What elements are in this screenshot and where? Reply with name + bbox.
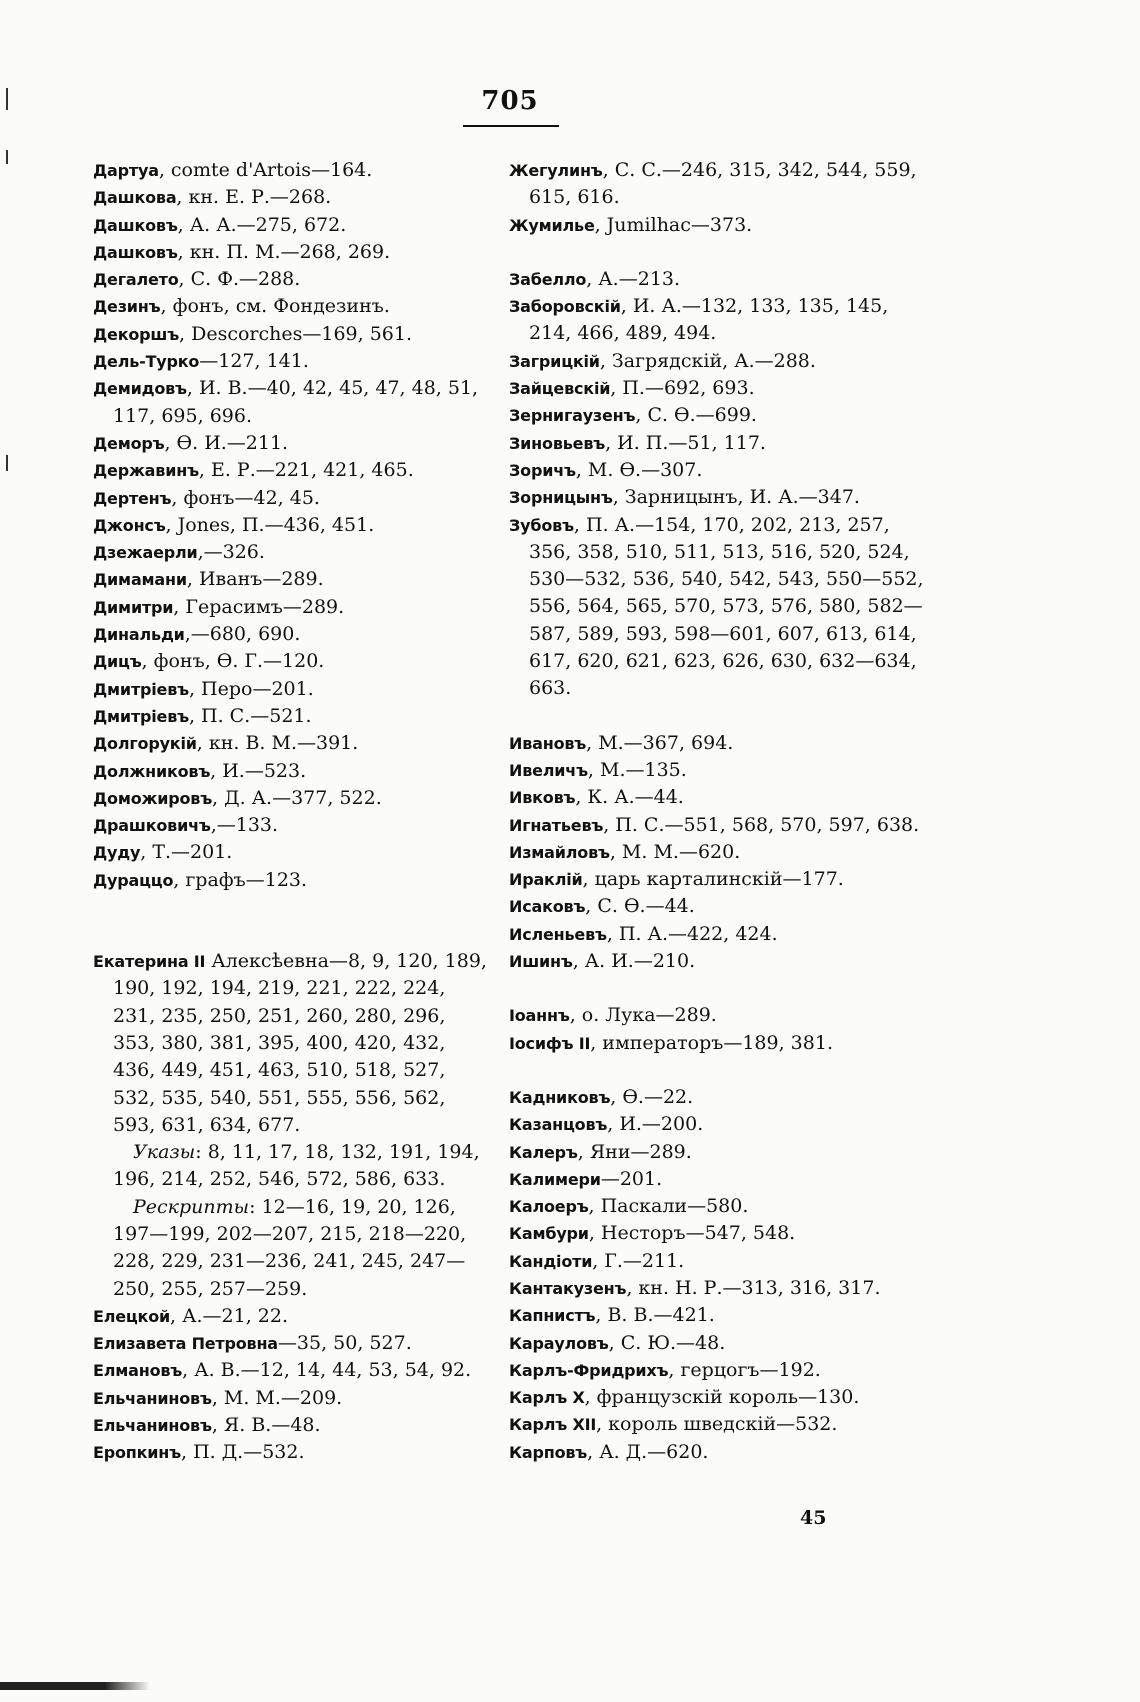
index-entry (509, 293, 924, 348)
entry-headword: Елмановъ (93, 1361, 183, 1381)
index-entry (509, 1139, 924, 1166)
index-entry (509, 1357, 924, 1384)
scan-left-edge-mark (6, 455, 8, 471)
entry-headword: Демидовъ (93, 379, 187, 399)
index-entry (509, 266, 924, 293)
entry-references: , Я. В.—48. (211, 1414, 321, 1437)
entry-references: , М.—135. (587, 758, 687, 781)
index-entry (509, 1220, 924, 1247)
index-entry (93, 239, 493, 266)
index-entry (93, 730, 493, 757)
entry-headword: Кандіоти (509, 1251, 593, 1271)
index-entry (509, 757, 924, 784)
entry-references: , фонъ—42, 45. (171, 486, 320, 509)
index-entry (93, 1385, 493, 1412)
entry-references: , А. В.—12, 14, 44, 53, 54, 92. (182, 1359, 472, 1382)
entry-references: , И.—523. (210, 759, 307, 782)
index-entry (93, 1330, 493, 1357)
entry-headword: Казанцовъ (509, 1115, 608, 1135)
entry-headword: Дураццо (93, 870, 174, 890)
entry-headword: Камбури (509, 1224, 589, 1244)
entry-headword: Ельчаниновъ (93, 1388, 212, 1408)
entry-references: , Загрядскій, А.—288. (599, 349, 816, 372)
entry-headword: Ивковъ (509, 788, 576, 808)
entry-references: , герцогъ—192. (668, 1358, 821, 1381)
index-subentry (93, 1139, 493, 1194)
entry-headword: Карлъ XII (509, 1415, 597, 1435)
entry-references: Алексѣевна—8, 9, 120, 189, 190, 192, 194, 219, 221, 222, 224, 231, 235, 250, 251, 260, 280, 296, 353, 380, 381, 395, 400, 420, 432, 436, 449, 451, 463, 510, 518, 527, 532, 535, 540, 551, 555, 556, 562, 593, 631, 634, 677. (113, 950, 487, 1136)
entry-references: , Г.—211. (592, 1249, 685, 1272)
index-entry (509, 1248, 924, 1275)
index-subentry (93, 1194, 493, 1303)
entry-references: , С. Ю.—48. (608, 1331, 726, 1354)
index-entry (93, 375, 493, 430)
index-entry (93, 648, 493, 675)
entry-headword: Іосифъ II (509, 1033, 591, 1053)
entry-references: , А. И.—210. (572, 950, 696, 973)
index-entry (93, 512, 493, 539)
index-entry (93, 839, 493, 866)
index-entry (93, 184, 493, 211)
index-entry (93, 1412, 493, 1439)
index-entry (93, 621, 493, 648)
entry-references: , М. М.—209. (211, 1386, 343, 1409)
entry-references: , П. С.—521. (188, 704, 312, 727)
entry-headword: Карповъ (509, 1442, 588, 1462)
entry-headword: Карауловъ (509, 1333, 609, 1353)
entry-references: , comte d'Artois—164. (158, 159, 373, 181)
entry-headword: Капнистъ (509, 1306, 596, 1326)
header-rule (463, 125, 559, 127)
entry-headword: Джонсъ (93, 515, 166, 535)
entry-headword: Еропкинъ (93, 1443, 181, 1463)
entry-headword: Игнатьевъ (509, 815, 604, 835)
index-entry (93, 266, 493, 293)
entry-references: , графъ—123. (173, 868, 308, 891)
entry-references: , Герасимъ—289. (173, 595, 345, 618)
entry-headword: Зорницынъ (509, 488, 613, 508)
entry-headword: Дицъ (93, 652, 142, 672)
entry-references: , П. А.—154, 170, 202, 213, 257, 356, 358, 510, 511, 513, 516, 520, 524, 530—532, 536, 540, 542, 543, 550—552, 556, 564, 565, 570, 573, 576, 580, 582—587, 589, 593, 598—601, 607, 613, 614, 617, 620, 621, 623, 626, 630, 632—634, 663. (529, 513, 924, 700)
entry-references: , кн. В. М.—391. (196, 732, 359, 755)
entry-references: , К. А.—44. (575, 786, 684, 809)
entry-references: , Descorches—169, 561. (179, 322, 413, 345)
index-entry (93, 566, 493, 593)
index-entry (93, 1303, 493, 1330)
entry-headword: Исленьевъ (509, 924, 607, 944)
entry-references: , А.—21, 22. (170, 1304, 289, 1327)
entry-references: , П. С.—551, 568, 570, 597, 638. (603, 813, 920, 836)
index-entry (509, 730, 924, 757)
entry-headword: Деморъ (93, 433, 165, 453)
entry-references: , С. Ф.—288. (178, 268, 301, 291)
entry-headword: Карлъ X (509, 1388, 585, 1408)
index-entry (509, 812, 924, 839)
entry-headword: Калеръ (509, 1142, 578, 1162)
entry-references: : 8, 11, 17, 18, 132, 191, 194, 196, 214, 252, 546, 572, 586, 633. (113, 1141, 480, 1191)
entry-headword: Кадниковъ (509, 1087, 611, 1107)
page-number: 705 (481, 86, 539, 116)
index-entry (509, 430, 924, 457)
entry-references: , императоръ—189, 381. (590, 1031, 833, 1054)
entry-references: , И. В.—40, 42, 45, 47, 48, 51, 117, 695, 696. (113, 377, 479, 427)
entry-references: , П. Д.—532. (180, 1441, 305, 1464)
index-column-left (93, 157, 493, 1467)
entry-headword: Дертенъ (93, 488, 172, 508)
index-entry (509, 839, 924, 866)
index-entry (509, 784, 924, 811)
index-entry (93, 1357, 493, 1384)
entry-headword: Дезинъ (93, 297, 161, 317)
entry-references: , И.—200. (607, 1113, 704, 1136)
entry-references: ,—680, 690. (184, 623, 301, 646)
entry-headword: Елизавета Петровна (93, 1334, 278, 1354)
index-entry (509, 375, 924, 402)
index-entry (509, 1439, 924, 1466)
signature-mark: 45 (800, 1507, 827, 1529)
entry-headword: Драшковичъ (93, 816, 211, 836)
index-entry (93, 430, 493, 457)
entry-references: , М. М.—620. (609, 840, 741, 863)
entry-headword: Дашковъ (93, 215, 178, 235)
entry-headword: Зубовъ (509, 515, 574, 535)
entry-references: , Ѳ.—22. (610, 1085, 694, 1108)
entry-headword: Измайловъ (509, 842, 610, 862)
index-entry (509, 402, 924, 429)
index-entry (509, 948, 924, 975)
entry-headword: Должниковъ (93, 761, 211, 781)
entry-headword: Дашкова (93, 188, 177, 208)
index-entry (93, 594, 493, 621)
section-gap (509, 239, 924, 266)
scan-left-edge-mark (6, 88, 8, 110)
index-entry (509, 512, 924, 703)
entry-headword: Кантакузенъ (509, 1278, 627, 1298)
entry-headword: Екатерина II (93, 952, 206, 972)
entry-references: —201. (600, 1167, 663, 1190)
index-entry (509, 212, 924, 239)
index-entry (509, 457, 924, 484)
entry-references: , Яни—289. (577, 1140, 692, 1163)
entry-references: , Паскали—580. (588, 1195, 749, 1218)
entry-references: , Е. Р.—221, 421, 465. (198, 459, 414, 482)
entry-references: , кн. П. М.—268, 269. (177, 240, 391, 263)
entry-headword: Дмитріевъ (93, 706, 189, 726)
section-gap (509, 1057, 924, 1084)
entry-headword: Загрицкій (509, 351, 600, 371)
index-entry (93, 867, 493, 894)
entry-references: , Перо—201. (188, 677, 314, 700)
entry-headword: Ивеличъ (509, 760, 588, 780)
entry-references: , Д. А.—377, 522. (212, 786, 382, 809)
entry-references: , фонъ, Ѳ. Г.—120. (141, 650, 325, 673)
entry-headword: Жегулинъ (509, 161, 603, 180)
entry-references: , французскій король—130. (584, 1386, 860, 1409)
entry-references: : 12—16, 19, 20, 126, 197—199, 202—207, 215, 218—220, 228, 229, 231—236, 241, 245, 247—250, 255, 257—259. (113, 1195, 467, 1300)
section-gap (93, 894, 493, 948)
entry-headword: Ивановъ (509, 733, 587, 753)
entry-references: ,—133. (210, 814, 279, 837)
index-entry (509, 1166, 924, 1193)
entry-headword: Дель-Турко (93, 352, 200, 372)
entry-headword: Державинъ (93, 461, 199, 481)
entry-references: , кн. Е. Р.—268. (176, 186, 332, 209)
index-entry (93, 703, 493, 730)
entry-references: , П.—692, 693. (610, 377, 755, 400)
entry-headword: Дмитріевъ (93, 679, 189, 699)
scan-bottom-shadow (0, 1682, 150, 1690)
index-entry (93, 1439, 493, 1466)
entry-references: , И. П.—51, 117. (605, 431, 766, 454)
index-entry (509, 1275, 924, 1302)
entry-headword: Ельчаниновъ (93, 1416, 212, 1436)
index-entry (93, 758, 493, 785)
entry-headword: Дартуа (93, 161, 159, 180)
index-column-right (509, 157, 924, 1466)
index-entry (93, 676, 493, 703)
entry-references: ,—326. (197, 541, 265, 564)
section-gap (509, 975, 924, 1002)
entry-references: , М. Ѳ.—307. (575, 458, 703, 481)
entry-references: , Несторъ—547, 548. (588, 1222, 796, 1245)
subentry-label: Рескрипты (133, 1195, 250, 1218)
index-entry (93, 457, 493, 484)
entry-headword: Заборовскій (509, 297, 621, 317)
entry-references: , Ѳ. И.—211. (164, 431, 289, 454)
index-entry (509, 893, 924, 920)
index-entry (93, 485, 493, 512)
entry-references: , С. С.—246, 315, 342, 544, 559, 615, 616. (529, 159, 917, 209)
index-entry (93, 812, 493, 839)
index-entry (93, 157, 493, 184)
entry-references: , М.—367, 694. (586, 731, 734, 754)
entry-references: , царь карталинскій—177. (582, 868, 844, 891)
entry-references: , о. Лука—289. (569, 1004, 717, 1027)
entry-headword: Зернигаузенъ (509, 406, 636, 426)
entry-references: , Jones, П.—436, 451. (165, 513, 375, 536)
index-entry (509, 1111, 924, 1138)
index-entry (93, 348, 493, 375)
entry-references: , А.—213. (586, 267, 681, 290)
entry-headword: Исаковъ (509, 897, 586, 917)
index-entry (509, 1330, 924, 1357)
index-entry (509, 157, 924, 212)
index-entry (93, 785, 493, 812)
entry-headword: Декоршъ (93, 324, 180, 344)
index-entry (509, 348, 924, 375)
entry-references: , Jumilhac—373. (594, 213, 753, 236)
entry-headword: Ишинъ (509, 952, 573, 972)
entry-references: , Иванъ—289. (186, 568, 324, 591)
entry-references: —35, 50, 527. (277, 1332, 412, 1355)
entry-headword: Дашковъ (93, 242, 178, 262)
entry-references: , фонъ, см. Фондезинъ. (160, 295, 390, 318)
index-entry (509, 921, 924, 948)
entry-references: , кн. Н. Р.—313, 316, 317. (626, 1276, 881, 1299)
section-gap (509, 703, 924, 730)
entry-headword: Димитри (93, 597, 174, 617)
entry-references: , И. А.—132, 133, 135, 145, 214, 466, 489, 494. (529, 295, 889, 345)
entry-references: , Зарницынъ, И. А.—347. (612, 486, 860, 509)
index-entry (93, 293, 493, 320)
index-entry (509, 484, 924, 511)
entry-references: , Т.—201. (140, 841, 233, 864)
entry-references: , В. В.—421. (595, 1304, 715, 1327)
index-entry (509, 1411, 924, 1438)
entry-headword: Карлъ-Фридрихъ (509, 1360, 669, 1380)
entry-headword: Забелло (509, 269, 587, 289)
entry-headword: Зайцевскій (509, 379, 611, 399)
entry-references: , С. Ѳ.—44. (585, 895, 695, 918)
entry-headword: Жумилье (509, 215, 595, 235)
entry-headword: Калоеръ (509, 1197, 589, 1217)
entry-headword: Ираклій (509, 870, 583, 890)
entry-headword: Дзежаерли (93, 543, 198, 563)
entry-references: , А. А.—275, 672. (177, 213, 347, 236)
entry-references: —127, 141. (199, 350, 309, 373)
entry-references: , П. А.—422, 424. (606, 922, 778, 945)
entry-references: , король шведскій—532. (596, 1413, 838, 1436)
entry-headword: Іоаннъ (509, 1006, 570, 1026)
entry-headword: Димамани (93, 570, 187, 590)
entry-references: , С. Ѳ.—699. (635, 404, 757, 427)
entry-references: , А. Д.—620. (587, 1440, 709, 1463)
index-entry (509, 1002, 924, 1029)
index-entry (509, 1384, 924, 1411)
index-entry (93, 212, 493, 239)
index-entry (93, 539, 493, 566)
scan-left-edge-mark (6, 150, 8, 164)
index-entry (509, 866, 924, 893)
index-entry (93, 321, 493, 348)
index-entry (509, 1302, 924, 1329)
entry-headword: Зоричъ (509, 460, 576, 480)
entry-headword: Зиновьевъ (509, 433, 606, 453)
entry-headword: Дегалето (93, 270, 179, 290)
entry-headword: Динальди (93, 625, 185, 645)
entry-headword: Доможировъ (93, 788, 213, 808)
index-entry (509, 1030, 924, 1057)
index-entry (509, 1193, 924, 1220)
index-entry (509, 1084, 924, 1111)
index-entry (93, 948, 493, 1139)
entry-headword: Дуду (93, 843, 141, 863)
entry-headword: Долгорукій (93, 734, 197, 754)
subentry-label: Указы (133, 1141, 196, 1164)
entry-headword: Калимери (509, 1169, 601, 1189)
entry-headword: Елецкой (93, 1306, 171, 1326)
